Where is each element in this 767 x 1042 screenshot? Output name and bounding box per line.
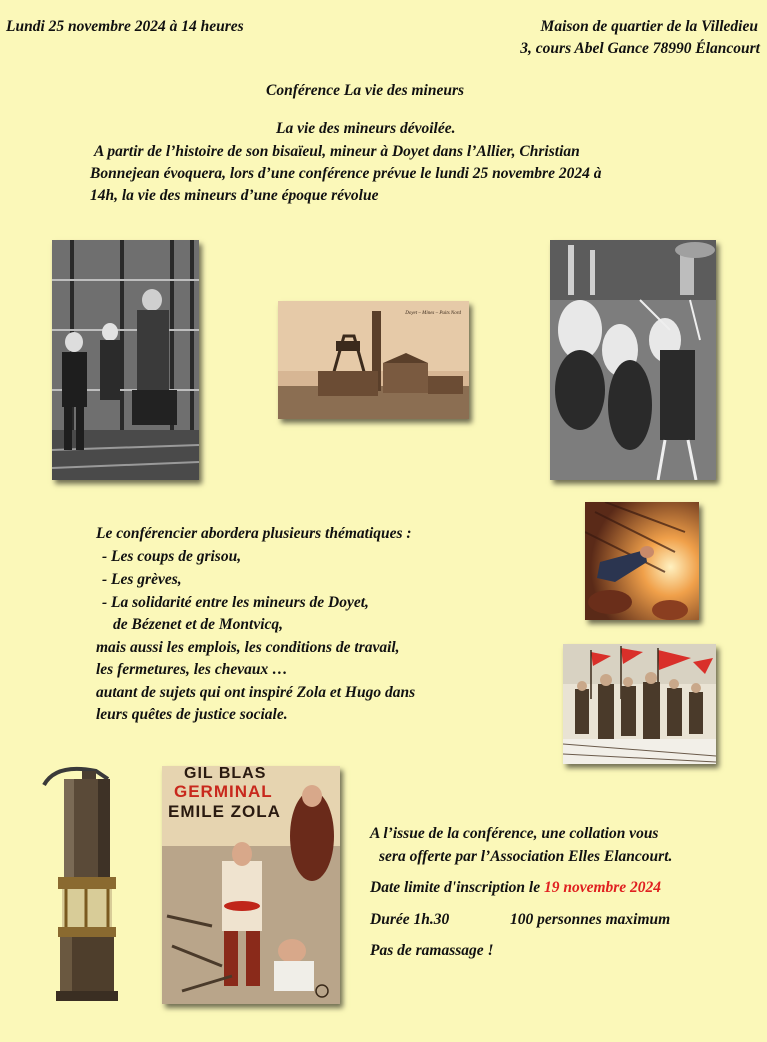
venue-address: 3, cours Abel Gance 78990 Élancourt (520, 40, 760, 57)
theme-item-solidarity: - La solidarité entre les mineurs de Doyet, (102, 594, 369, 611)
no-pickup-note: Pas de ramassage ! (370, 942, 494, 959)
poster-title: GERMINAL (174, 782, 273, 801)
postcard-mine-doyet (278, 301, 469, 419)
deadline-date: 19 novembre 2024 (543, 879, 662, 896)
intro-line-2: Bonnejean évoquera, lors d’une conférence prévue le lundi 25 novembre 2024 à (90, 165, 602, 182)
registration-deadline (370, 877, 661, 899)
intro-line-1: A partir de l’histoire de son bisaïeul, mineur à Doyet dans l’Allier, Christian (94, 143, 580, 160)
intro-line-3: 14h, la vie des mineurs d’une époque révolue (90, 187, 379, 204)
painting-strike-march (563, 644, 716, 764)
capacity: 100 personnes maximum (510, 911, 671, 928)
poster-brand: GIL BLAS (184, 766, 267, 782)
germinal-poster (162, 766, 340, 1004)
page-title: Conférence La vie des mineurs (266, 82, 465, 99)
theme-item-strikes: - Les grèves, (102, 571, 182, 588)
miner-lamp-image (36, 765, 136, 1005)
deadline-label: Date limite d'inscription le (370, 879, 541, 896)
theme-item-firedamp: - Les coups de grisou, (102, 548, 242, 565)
theme-item-solidarity-cont: de Bézenet et de Montvicq, (113, 616, 284, 633)
painting-firedamp-explosion (585, 502, 699, 620)
themes-line-3: autant de sujets qui ont inspiré Zola et Hugo dans (96, 684, 416, 701)
photo-miners-lift (52, 240, 199, 480)
postcard-caption: Doyet – Mines – Puits Nord (405, 311, 461, 316)
drawing-miners-strike (550, 240, 716, 480)
event-date: Lundi 25 novembre 2024 à 14 heures (6, 18, 244, 35)
collation-line-2: sera offerte par l’Association Elles Elancourt. (379, 848, 673, 865)
themes-heading: Le conférencier abordera plusieurs thématiques : (96, 525, 412, 542)
poster-author: EMILE ZOLA (168, 802, 281, 821)
collation-line-1: A l’issue de la conférence, une collation vous (370, 825, 659, 842)
themes-line-1: mais aussi les emplois, les conditions de travail, (96, 639, 400, 656)
themes-line-4: leurs quêtes de justice sociale. (96, 706, 288, 723)
themes-line-2: les fermetures, les chevaux … (96, 661, 288, 678)
duration: Durée 1h.30 (370, 911, 450, 928)
intro-subtitle: La vie des mineurs dévoilée. (276, 120, 456, 137)
venue-name: Maison de quartier de la Villedieu (540, 18, 758, 35)
